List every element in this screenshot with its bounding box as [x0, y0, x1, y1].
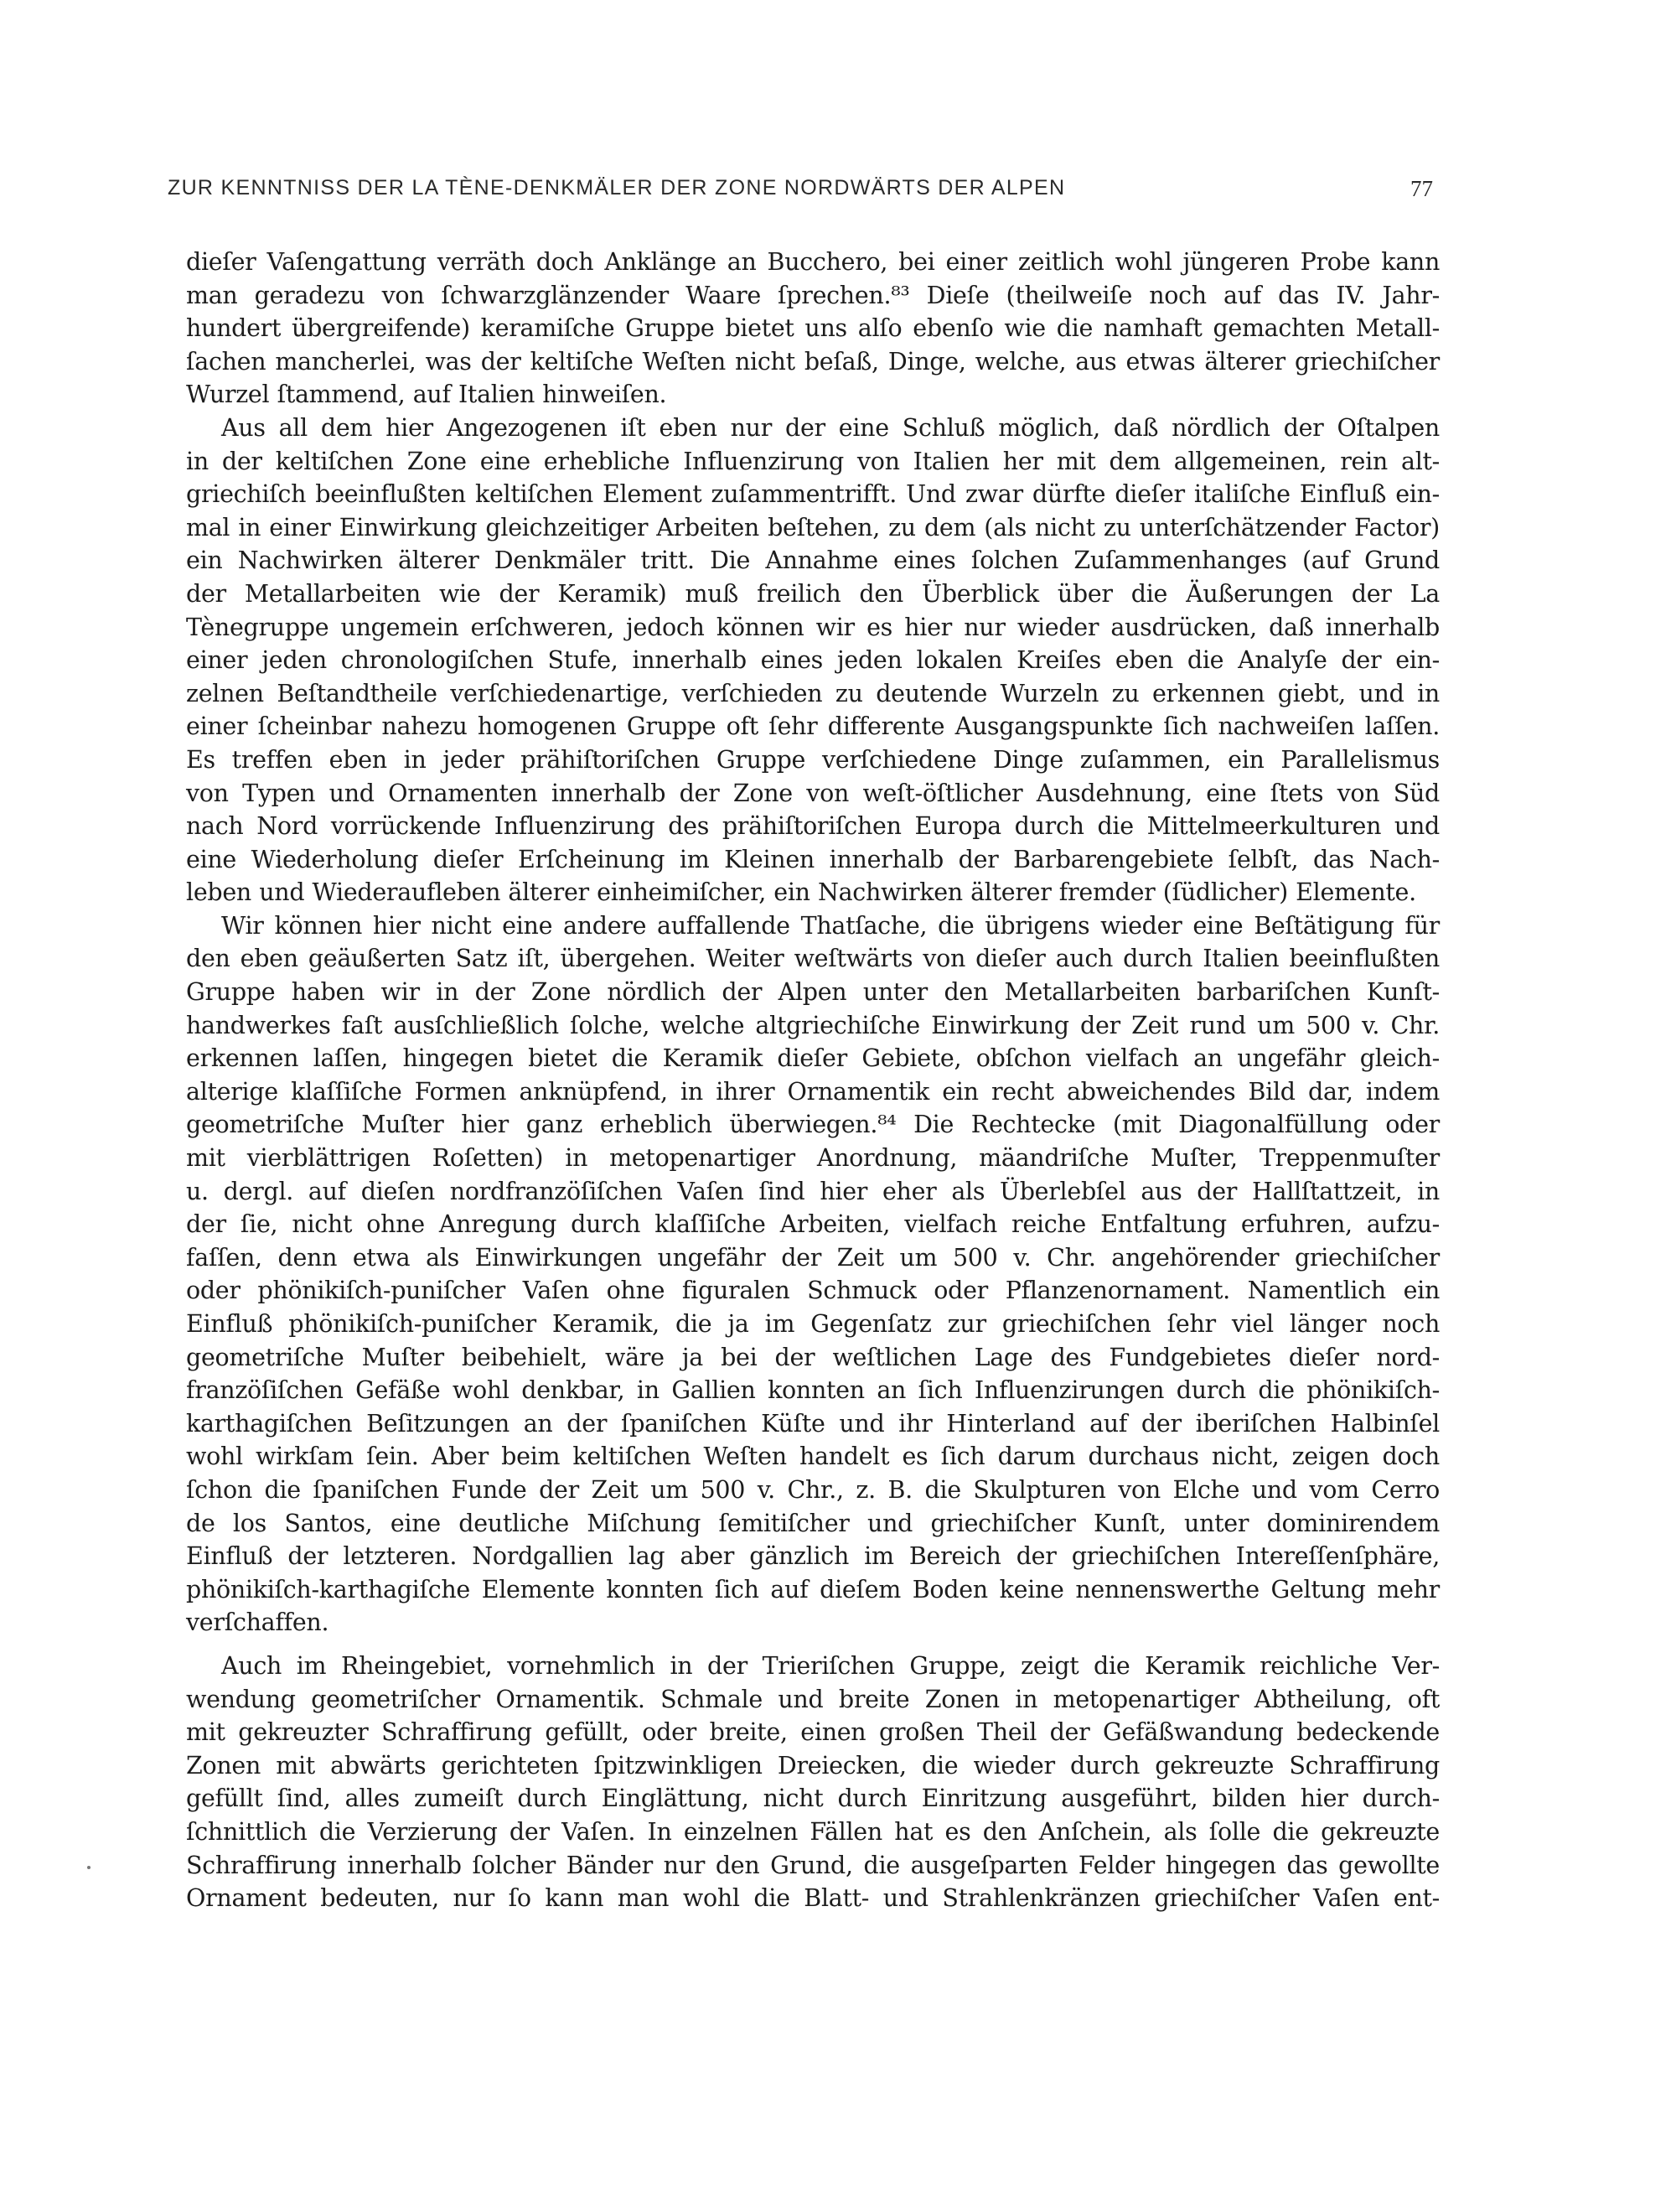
- text-line: Es treffen eben in jeder prähiſtoriſchen Gruppe verſchiedene Dinge zuſammen, ein Parallelismus: [186, 745, 1440, 774]
- text-line: wohl wirkſam ſein. Aber beim keltiſchen Weſten handelt es ſich darum durchaus nicht, zeigen doch: [186, 1443, 1440, 1471]
- page-number: 77: [1410, 176, 1433, 201]
- text-line: zelnen Beſtandtheile verſchiedenartige, verſchieden zu deutende Wurzeln zu erkennen giebt, und in: [186, 679, 1440, 707]
- text-line: hundert übergreifende) keramiſche Gruppe bietet uns alſo ebenſo wie die namhaft gemachten Metall-: [186, 314, 1440, 343]
- text-line: Wir können hier nicht eine andere auffallende Thatſache, die übrigens wieder eine Beſtätigung für: [221, 911, 1440, 940]
- text-line: alterige klaſſiſche Formen anknüpfend, in ihrer Ornamentik ein recht abweichendes Bild dar, indem: [186, 1077, 1440, 1106]
- running-title: ZUR KENNTNISS DER LA TÈNE-DENKMÄLER DER ZONE NORDWÄRTS DER ALPEN: [168, 176, 1066, 199]
- text-line: mit vierblättrigen Roſetten) in metopenartiger Anordnung, mäandriſche Muſter, Treppenmuſter: [186, 1144, 1440, 1173]
- text-line: mal in einer Einwirkung gleichzeitiger Arbeiten beſtehen, zu dem (als nicht zu unterſchätzender Factor): [186, 513, 1440, 541]
- text-line: Aus all dem hier Angezogenen iſt eben nur der eine Schluß möglich, daß nördlich der Oſtalpen: [221, 413, 1440, 442]
- text-line: faſſen, denn etwa als Einwirkungen ungefähr der Zeit um 500 v. Chr. angehörender griechiſcher: [186, 1243, 1440, 1272]
- text-line: leben und Wiederaufleben älterer einheimiſcher, ein Nachwirken älterer fremder (ſüdlicher) Elemente.: [186, 878, 1416, 907]
- text-line: oder phönikiſch-puniſcher Vaſen ohne figuralen Schmuck oder Pflanzenornament. Namentlich ein: [186, 1277, 1440, 1305]
- text-line: mit gekreuzter Schraffirung gefüllt, oder breite, einen großen Theil der Gefäßwandung bedeckende: [186, 1718, 1440, 1747]
- text-line: der ſie, nicht ohne Anregung durch klaſſiſche Arbeiten, vielfach reiche Entfaltung erfuhren, aufzu-: [186, 1210, 1440, 1239]
- body-text: [186, 246, 1440, 1915]
- paragraph: [186, 909, 1440, 1640]
- text-line: Auch im Rheingebiet, vornehmlich in der Trieriſchen Gruppe, zeigt die Keramik reichliche Ver-: [221, 1651, 1440, 1680]
- text-line: de los Santos, eine deutliche Miſchung ſemitiſcher und griechiſcher Kunſt, unter dominirendem: [186, 1509, 1440, 1537]
- text-line: ein Nachwirken älterer Denkmäler tritt. Die Annahme eines ſolchen Zuſammenhanges (auf Grund: [186, 547, 1440, 575]
- text-line: ſchnittlich die Verzierung der Vaſen. In einzelnen Fällen hat es den Anſchein, als ſolle die gekreuzte: [186, 1817, 1440, 1846]
- text-line: verſchaffen.: [186, 1608, 329, 1637]
- text-line: phönikiſch-karthagiſche Elemente konnten ſich auf dieſem Boden keine nennenswerthe Geltung mehr: [186, 1575, 1440, 1603]
- text-line: man geradezu von ſchwarzglänzender Waare ſprechen.⁸³ Dieſe (theilweiſe noch auf das IV. Jahr-: [186, 281, 1440, 309]
- text-line: handwerkes faſt ausſchließlich ſolche, welche altgriechiſche Einwirkung der Zeit rund um 500 v. Chr.: [186, 1011, 1440, 1039]
- paragraph: [186, 246, 1440, 412]
- text-line: einer jeden chronologiſchen Stufe, innerhalb eines jeden lokalen Kreiſes eben die Analyſe der ein-: [186, 646, 1440, 675]
- text-line: geometriſche Muſter beibehielt, wäre ja bei der weſtlichen Lage des Fundgebietes dieſer nord-: [186, 1343, 1440, 1371]
- text-line: Gruppe haben wir in der Zone nördlich der Alpen unter den Metallarbeiten barbariſchen Kunſt-: [186, 978, 1440, 1007]
- text-line: Schraffirung innerhalb ſolcher Bänder nur den Grund, die ausgeſparten Felder hingegen das gewollte: [186, 1851, 1440, 1879]
- text-line: einer ſcheinbar nahezu homogenen Gruppe oft ſehr differente Ausgangspunkte ſich nachweiſen laſſen.: [186, 712, 1440, 741]
- text-line: geometriſche Muſter hier ganz erheblich überwiegen.⁸⁴ Die Rechtecke (mit Diagonalfüllung oder: [186, 1111, 1440, 1139]
- margin-mark: [87, 1866, 91, 1869]
- text-line: Tènegruppe ungemein erſchweren, jedoch können wir es hier nur wieder ausdrücken, daß innerhalb: [186, 613, 1440, 641]
- text-line: der Metallarbeiten wie der Keramik) muß freilich den Überblick über die Äußerungen der La: [186, 579, 1440, 608]
- paragraph-gap: [186, 1640, 1440, 1650]
- text-line: nach Nord vorrückende Influenzirung des prähiſtoriſchen Europa durch die Mittelmeerkulturen und: [186, 812, 1440, 841]
- text-line: den eben geäußerten Satz iſt, übergehen. Weiter weſtwärts von dieſer auch durch Italien beeinflußten: [186, 945, 1440, 973]
- text-line: gefüllt ſind, alles zumeiſt durch Einglättung, nicht durch Einritzung ausgeführt, bilden hier durch-: [186, 1785, 1440, 1813]
- text-line: Einfluß phönikiſch-puniſcher Keramik, die ja im Gegenſatz zur griechiſchen ſehr viel länger noch: [186, 1310, 1440, 1338]
- text-line: ſachen mancherlei, was der keltiſche Weſten nicht beſaß, Dinge, welche, aus etwas älterer griechiſcher: [186, 347, 1440, 376]
- text-line: von Typen und Ornamenten innerhalb der Zone von weſt-öſtlicher Ausdehnung, eine ſtets von Süd: [186, 779, 1440, 807]
- text-line: in der keltiſchen Zone eine erhebliche Influenzirung von Italien her mit dem allgemeinen, rein alt-: [186, 447, 1440, 475]
- text-line: erkennen laſſen, hingegen bietet die Keramik dieſer Gebiete, obſchon vielfach an ungefähr gleich-: [186, 1044, 1440, 1073]
- text-line: Wurzel ſtammend, auf Italien hinweiſen.: [186, 381, 667, 409]
- text-line: u. dergl. auf dieſen nordfranzöſiſchen Vaſen ſind hier eher als Überlebſel aus der Hallſtattzeit, in: [186, 1177, 1440, 1205]
- text-line: eine Wiederholung dieſer Erſcheinung im Kleinen innerhalb der Barbarengebiete ſelbſt, das Nach-: [186, 845, 1440, 873]
- text-line: Einfluß der letzteren. Nordgallien lag aber gänzlich im Bereich der griechiſchen Intereſſenſphäre,: [186, 1542, 1440, 1571]
- paragraph: [186, 1650, 1440, 1915]
- text-line: franzöſiſchen Gefäße wohl denkbar, in Gallien konnten an ſich Influenzirungen durch die phönikiſch-: [186, 1376, 1440, 1405]
- text-line: karthagiſchen Beſitzungen an der ſpaniſchen Küſte und ihr Hinterland auf der iberiſchen Halbinſel: [186, 1409, 1440, 1438]
- running-head: [168, 176, 1433, 210]
- text-line: Zonen mit abwärts gerichteten ſpitzwinkligen Dreiecken, die wieder durch gekreuzte Schraffirung: [186, 1751, 1440, 1779]
- text-line: wendung geometriſcher Ornamentik. Schmale und breite Zonen in metopenartiger Abtheilung, oft: [186, 1685, 1440, 1713]
- text-line: Ornament bedeuten, nur ſo kann man wohl die Blatt- und Strahlenkränzen griechiſcher Vaſen ent-: [186, 1884, 1440, 1913]
- paragraph: [186, 412, 1440, 909]
- text-line: griechiſch beeinflußten keltiſchen Element zuſammentrifft. Und zwar dürfte dieſer italiſche Einfluß ein-: [186, 480, 1440, 509]
- text-line: dieſer Vaſengattung verräth doch Anklänge an Bucchero, bei einer zeitlich wohl jüngeren Probe kann: [186, 248, 1440, 276]
- text-line: ſchon die ſpaniſchen Funde der Zeit um 500 v. Chr., z. B. die Skulpturen von Elche und vom Cerro: [186, 1475, 1440, 1504]
